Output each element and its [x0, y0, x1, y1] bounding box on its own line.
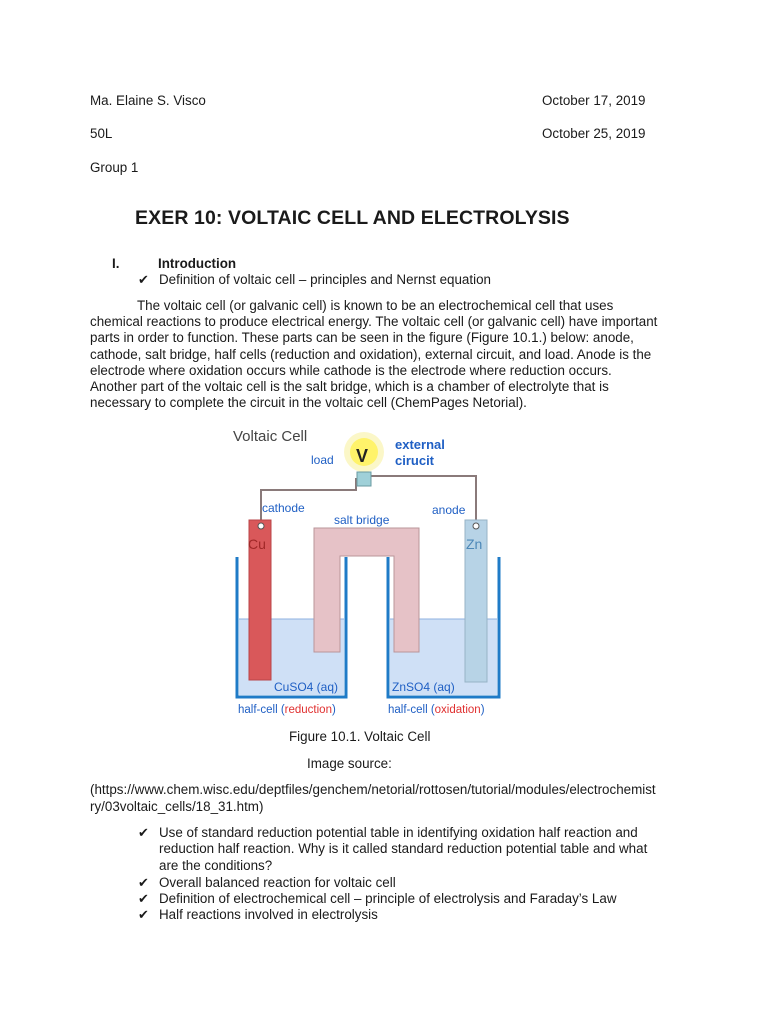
bullet-overall-reaction: Overall balanced reaction for voltaic cell	[159, 875, 396, 890]
znso4-label: ZnSO4 (aq)	[392, 680, 455, 694]
check-icon: ✔	[138, 875, 149, 890]
section-numeral: I.	[112, 256, 120, 271]
zn-label: Zn	[466, 536, 483, 552]
section-heading: Introduction	[158, 256, 237, 271]
cuso4-label: CuSO4 (aq)	[274, 680, 339, 694]
paragraph-line: The voltaic cell (or galvanic cell) is known to be an electrochemical cell that uses	[137, 298, 614, 313]
figure-caption: Figure 10.1. Voltaic Cell	[289, 729, 431, 744]
bulb-symbol: V	[356, 446, 369, 466]
image-source-url	[90, 782, 656, 815]
paragraph-line: chemical reactions to produce electrical energy. The voltaic cell (or galvanic cell) have important	[90, 314, 658, 330]
section-code: 50L	[90, 126, 113, 141]
bulb-icon	[344, 432, 384, 486]
bullet-half-reactions: Half reactions involved in electrolysis	[159, 907, 378, 922]
load-label: load	[311, 453, 334, 467]
bullet-voltaic-definition: Definition of voltaic cell – principles and Nernst equation	[159, 272, 491, 287]
bullet-line: Use of standard reduction potential table in identifying oxidation half reaction and	[159, 825, 638, 840]
half-cell-left: half-cell (reduction)	[238, 704, 336, 716]
bullet-reduction-table	[159, 825, 647, 874]
diagram-title: Voltaic Cell	[233, 428, 308, 445]
anode-label: anode	[432, 503, 466, 517]
bullet-electrochemical-cell: Definition of electrochemical cell – principle of electrolysis and Faraday’s Law	[159, 891, 617, 906]
bullet-line: are the conditions?	[159, 857, 273, 873]
source-url-line: (https://www.chem.wisc.edu/deptfiles/genchem/netorial/rottosen/tutorial/modules/electrochemist	[90, 782, 656, 797]
circuit-label: cirucit	[395, 453, 435, 468]
check-icon: ✔	[138, 272, 149, 287]
paragraph-line: parts in order to function. These parts can be seen in the figure (Figure 10.1.) below: anode,	[90, 330, 634, 346]
author-name: Ma. Elaine S. Visco	[90, 93, 206, 108]
group-label: Group 1	[90, 160, 139, 175]
date-first: October 17, 2019	[542, 93, 646, 108]
source-url-line: ry/03voltaic_cells/18_31.htm)	[90, 798, 264, 814]
paragraph-line: electrode where oxidation occurs while cathode is the electrode where reduction occurs.	[90, 362, 612, 378]
salt-bridge-label: salt bridge	[334, 513, 390, 527]
external-label: external	[395, 437, 445, 452]
check-icon: ✔	[138, 825, 149, 840]
salt-bridge	[314, 528, 419, 652]
date-second: October 25, 2019	[542, 126, 646, 141]
paragraph-line: cathode, salt bridge, half cells (reduction and oxidation), external circuit, and load. Anode is the	[90, 346, 652, 362]
document-title: EXER 10: VOLTAIC CELL AND ELECTROLYSIS	[135, 207, 570, 229]
cathode-label: cathode	[262, 501, 305, 515]
check-icon: ✔	[138, 907, 149, 922]
half-cell-right: half-cell (oxidation)	[388, 704, 485, 716]
paragraph-line: Another part of the voltaic cell is the salt bridge, which is a chamber of electrolyte that is	[90, 379, 609, 395]
cu-label: Cu	[248, 536, 266, 552]
bullet-line: reduction half reaction. Why is it called standard reduction potential table and what	[159, 841, 648, 857]
image-source-label: Image source:	[307, 756, 392, 771]
check-icon: ✔	[138, 891, 149, 906]
paragraph-line: necessary to complete the circuit in the voltaic cell (ChemPages Netorial).	[90, 395, 527, 411]
